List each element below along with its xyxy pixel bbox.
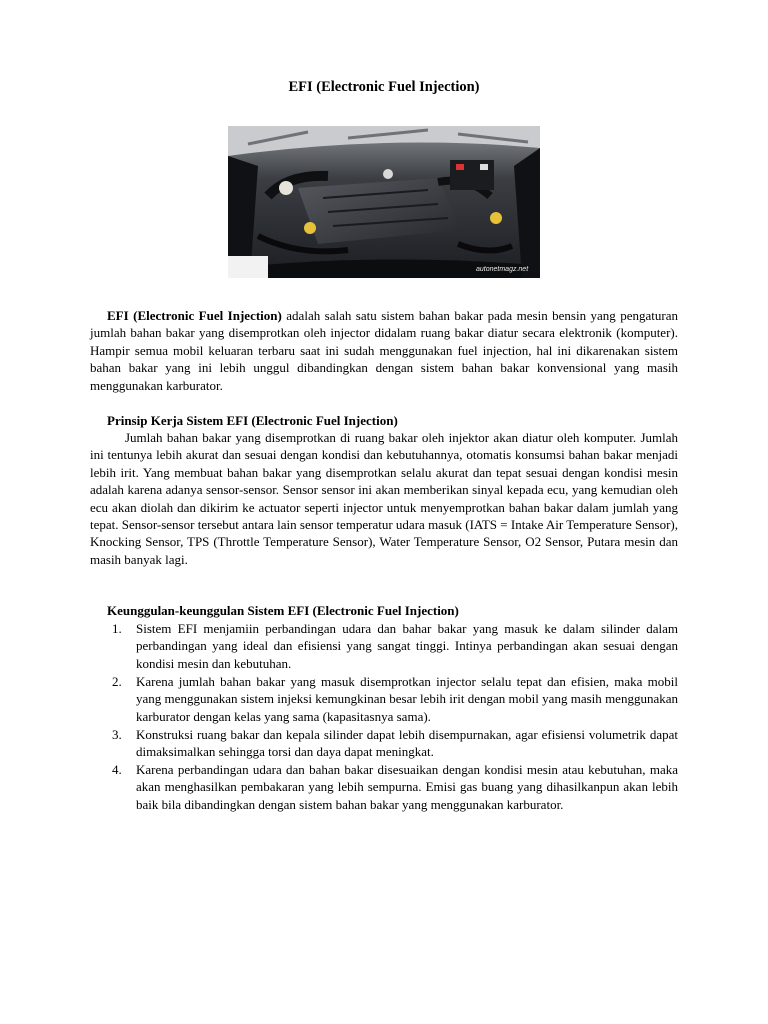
engine-illustration bbox=[228, 126, 540, 278]
list-item-text: Sistem EFI menjamiin perbandingan udara dan bahar bakar yang masuk ke dalam silinder dalam perbandingan yang ideal dan efisiensi yang sangat tinggi. Intinya perbandingan akan sesuai dengan kondisi mesin dan kebutuhan. bbox=[136, 621, 678, 671]
section-heading-advantages: Keunggulan-keunggulan Sistem EFI (Electronic Fuel Injection) bbox=[107, 603, 459, 618]
watermark-text: autonetmagz.net bbox=[476, 266, 529, 273]
intro-bold-term: EFI (Electronic Fuel Injection) bbox=[107, 308, 282, 323]
list-item bbox=[90, 620, 678, 672]
intro-paragraph bbox=[90, 307, 678, 394]
principle-paragraph: Jumlah bahan bakar yang disemprotkan di ruang bakar oleh injektor akan diatur oleh komputer. Jumlah ini tentunya lebih akurat dan sesuai dengan kondisi dan kebutuhannya, otomatis konsumsi bahan bakar menjadi lebih irit. Yang membuat bahan bakar yang disemprotkan selalu akurat dan tepat sesuai dengan kondisi mesin adalah karena adanya sensor-sensor. Sensor sensor ini akan memberikan sinyal kepada ecu, yang kemudian oleh ecu akan diolah dan dikirim ke actuator seperti injector untuk menyemprotkan bahan bakar dalam jumlah yang tepat. Sensor-sensor tersebut antara lain sensor temperatur udara masuk (IATS = Intake Air Temperature Sensor), Knocking Sensor, TPS (Throttle Temperature Sensor), Water Temperature Sensor, O2 Sensor, Putara mesin dan masih banyak lagi. bbox=[90, 430, 678, 567]
list-item-text: Karena perbandingan udara dan bahan bakar disesuaikan dengan kondisi mesin atau kebutuhan, maka akan menghasilkan pembakaran yang lebih sempurna. Emisi gas buang yang dihasilkanpun akan lebih baik bila dibandingkan dengan sistem bahan bakar yang menggunakan karburator. bbox=[136, 762, 678, 812]
list-item-number: 3. bbox=[112, 726, 122, 742]
list-item-number: 4. bbox=[112, 762, 122, 778]
advantages-list bbox=[90, 620, 678, 814]
list-item bbox=[90, 673, 678, 725]
list-item-number: 2. bbox=[112, 673, 122, 689]
list-item-text: Konstruksi ruang bakar dan kepala silinder dapat lebih disempurnakan, agar efisiensi volumetrik dapat dimaksimalkan sehingga torsi dan daya dapat meningkat. bbox=[136, 726, 678, 760]
engine-bay-photo bbox=[228, 126, 540, 278]
section-heading-principle: Prinsip Kerja Sistem EFI (Electronic Fuel Injection) bbox=[107, 413, 398, 428]
list-item-text: Karena jumlah bahan bakar yang masuk disemprotkan injector selalu tepat dan efisien, maka mobil yang menggunakan sistem injeksi kemungkinan besar lebih irit dengan mobil yang masih menggunakan karburator dengan kelas yang sama (kapasitasnya sama). bbox=[136, 673, 678, 724]
intro-text: adalah salah satu sistem bahan bakar pada mesin bensin yang pengaturan jumlah bahan bakar yang disemprotkan oleh injector didalam ruang bakar diatur secara elektronik (komputer). Hampir semua mobil keluaran terbaru saat ini sudah menggunakan fuel injection, hal ini dikarenakan sistem bahan bakar yang ini lebih unggul dibandingkan dengan sistem bahan bakar konvensional yang masih menggunakan karburator. bbox=[90, 308, 678, 393]
list-item bbox=[90, 761, 678, 813]
list-item bbox=[90, 726, 678, 761]
list-item-number: 1. bbox=[112, 621, 122, 636]
page-title: EFI (Electronic Fuel Injection) bbox=[288, 79, 480, 95]
